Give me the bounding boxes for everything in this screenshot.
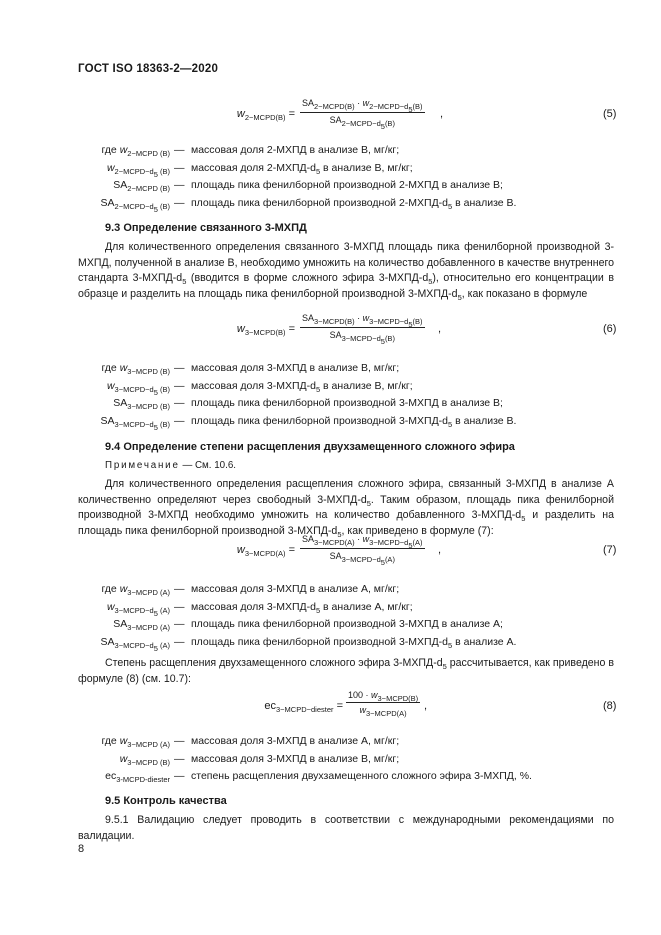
equation-5-fraction: $SA_{2-MCPD(B)} \cdot w_{2-MCPD-d_5(B)}$ $SA_{2-MCPD-d_5(B)}$ <box>302 98 423 131</box>
paragraph-degree: Степень расщепления двухзамещенного сложного эфира $3-МХПД-d_5$ рассчитывается, как приведено в формуле (8) (см. 10.7): <box>78 657 615 685</box>
equation-6: $w_{3-MCPD(B)}$ = $SA_{3-MCPD(B)} \cdot w_{3-MCPD-d_5(B)}$ $SA_{3-MCPD-d_5(B)}$ , (6) <box>236 313 617 346</box>
equation-6-number: (6) <box>603 323 617 335</box>
section-9-4-title: 9.4 Определение степени расщепления двухзамещенного сложного эфира <box>105 441 515 453</box>
paragraph-9-4: Для количественного определения расщепления сложного эфира, связанный 3-МХПД в анализе А количественно определяют через свободный $3-МХПД-d_5$. Таким образом, площадь пика фенилборной производной 3-МХПД необходимо умножить на количество добавленного $3-МХПД-d_5$ и разделить на площадь пика фенилборной производной $3-МХПД-d_5$, как приведено в формуле (7): <box>78 478 614 539</box>
note: Примечание — См. 10.6. <box>105 460 237 471</box>
document-header: ГОСТ ISO 18363-2—2020 <box>78 63 219 75</box>
equation-8: $ec_{3-MCPD-diester}$ = $100 \cdot w_{3-MCPD(B)}$ $w_{3-MCPD(A)}$ , (8) <box>264 690 617 718</box>
equation-7: $w_{3-MCPD(A)}$ = $SA_{3-MCPD(A)} \cdot w_{3-MCPD-d_5(A)}$ $SA_{3-MCPD-d_5(A)}$ , (7) <box>236 534 617 567</box>
equation-6-fraction: $SA_{3-MCPD(B)} \cdot w_{3-MCPD-d_5(B)}$ $SA_{3-MCPD-d_5(B)}$ <box>302 313 423 346</box>
section-9-3-title: 9.3 Определение связанного 3-МХПД <box>105 222 307 234</box>
equation-8-number: (8) <box>603 700 617 712</box>
equation-8-fraction: $100 \cdot w_{3-MCPD(B)}$ $w_{3-MCPD(A)}$ <box>348 690 419 718</box>
paragraph-9-3: Для количественного определения связанного 3-МХПД площадь пика фенилборной производной 3-МХПД, полученной в анализе В, необходимо умножить на количество добавленного в качестве внутреннего стандарта $3-МХПД-d_5$ (вводится в форме сложного эфира $3-МХПД-d_5$), относительно его концентрации в образце и разделить на площадь пика фенилборной производной $3-МХПД-d_5$, как показано в формуле <box>78 241 615 302</box>
equation-5: $w_{2-MCPD(B)}$ = $SA_{2-MCPD(B)} \cdot w_{2-MCPD-d_5(B)}$ $SA_{2-MCPD-d_5(B)}$ , (5) <box>236 98 617 131</box>
paragraph-9-5-1: 9.5.1 Валидацию следует проводить в соответствии с международными рекомендациями по валидации. <box>78 814 614 842</box>
equation-7-fraction: $SA_{3-MCPD(A)} \cdot w_{3-MCPD-d_5(A)}$ $SA_{3-MCPD-d_5(A)}$ <box>302 534 423 567</box>
equation-6-lhs: $w_{3-MCPD(B)}$ = <box>236 323 295 337</box>
equation-5-number: (5) <box>603 108 617 120</box>
equation-5-lhs: $w_{2-MCPD(B)}$ = <box>236 108 295 122</box>
equation-7-lhs: $w_{3-MCPD(A)}$ = <box>236 544 295 558</box>
page-number: 8 <box>78 843 85 855</box>
equation-7-number: (7) <box>603 544 617 556</box>
section-9-5-title: 9.5 Контроль качества <box>105 795 227 807</box>
equation-8-lhs: $ec_{3-MCPD-diester}$ = <box>264 700 343 714</box>
